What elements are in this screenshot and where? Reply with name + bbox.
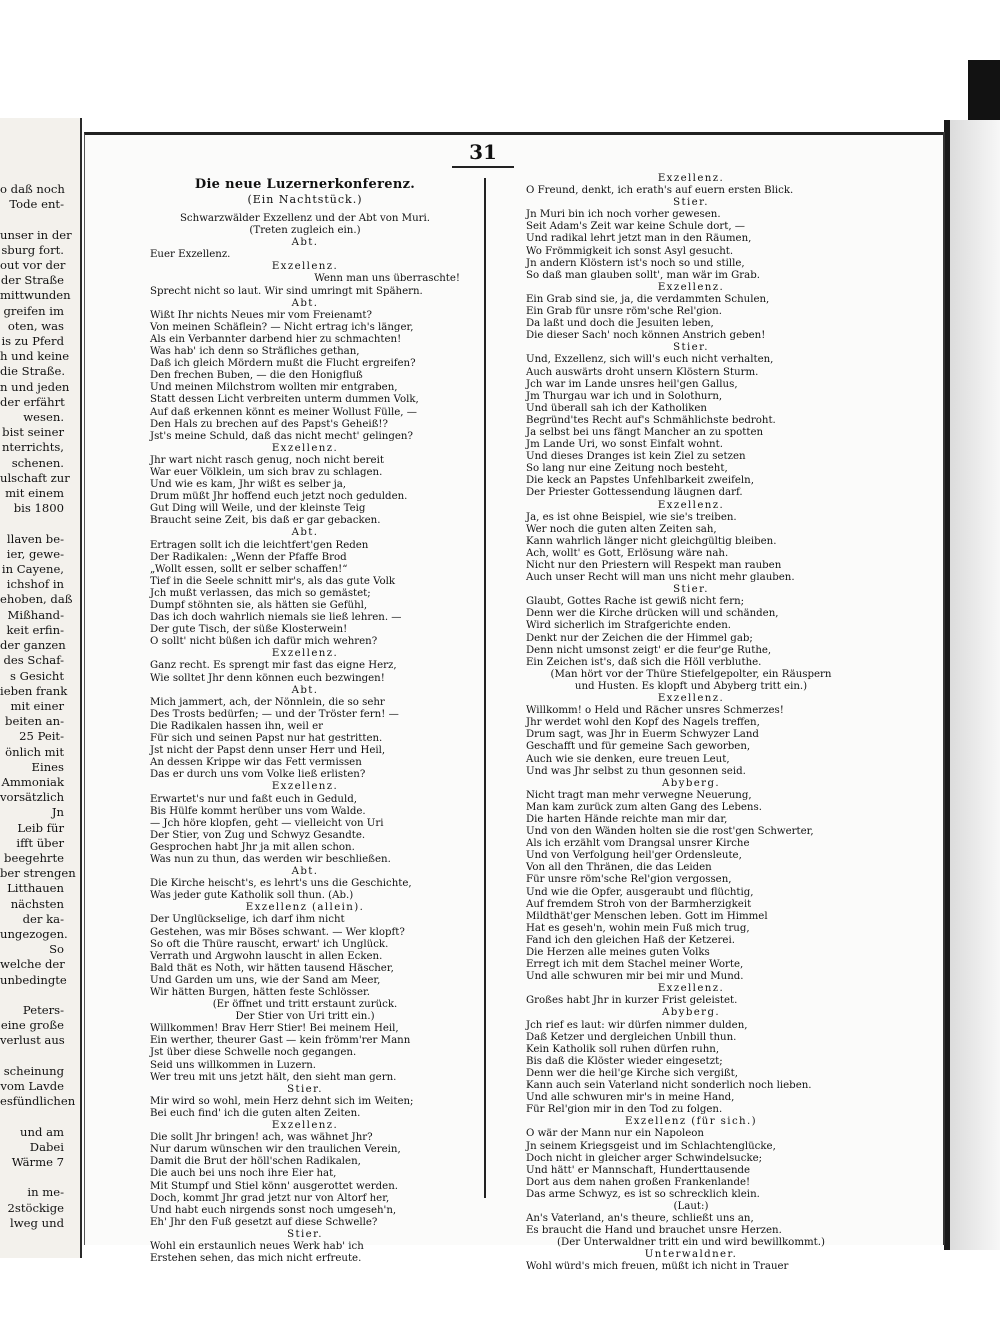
left-column xyxy=(150,173,460,1265)
verse-line: Auf fremdem Stroh von der Barmherzigkeit xyxy=(526,898,752,910)
verse-line: Wer treu mit uns jetzt hält, den sieht man gern. xyxy=(150,1071,397,1083)
verse-line: Auch auswärts droht unsern Klöstern Sturm. xyxy=(526,366,759,378)
verse-line: Die Herzen alle meines guten Volks xyxy=(526,947,710,958)
verse-line: Tief in die Seele schnitt mir's, als das gute Volk xyxy=(150,575,396,587)
margin-fragment: beegehrte xyxy=(4,850,64,865)
margin-fragment: die Straße. xyxy=(0,364,66,379)
verse-line: Was jeder gute Katholik soll thun. (Ab.) xyxy=(150,890,354,902)
verse-line: Ach, wollt' es Gott, Erlösung wäre nah. xyxy=(526,547,729,559)
verse-line: Und wie die Opfer, ausgeraubt und flüchtig, xyxy=(526,886,754,898)
verse-line: — Jch höre klopfen, geht — vielleicht von Uri xyxy=(150,817,384,829)
verse-line: Und von Verfolgung heil'ger Ordensleute, xyxy=(526,850,742,862)
verse-line: Mich jammert, ach, der Nönnlein, die so sehr xyxy=(150,696,385,708)
verse-line: Ja selbst bei uns fängt Mancher an zu spotten xyxy=(526,426,764,438)
verse-line: Und überall sah ich der Katholiken xyxy=(526,402,707,414)
margin-fragment xyxy=(0,212,64,227)
verse-line: Den frechen Buben, — die den Honigfluß xyxy=(150,370,363,382)
stage-direction: (Man hört vor der Thüre Stiefelgepolter, ein Räuspern xyxy=(550,668,832,680)
verse-line: Das er durch uns vom Volke ließ erlisten? xyxy=(150,769,366,781)
margin-fragment: out vor der xyxy=(0,258,66,273)
verse-line: Die keck an Papstes Unfehlbarkeit zweifeln, xyxy=(526,475,754,487)
margin-fragment: in Cayene, xyxy=(1,562,64,577)
margin-fragment: Jn xyxy=(51,805,64,820)
verse-line: Ein werther, theurer Gast — kein frömm'rer Mann xyxy=(150,1035,411,1047)
verse-line: Kann auch sein Vaterland nicht sonderlich noch lieben. xyxy=(526,1080,812,1092)
verse-line: Verrath und Argwohn lauscht in allen Ecken. xyxy=(150,950,383,962)
verse-line: Für Rel'gion mir in den Tod zu folgen. xyxy=(526,1104,723,1116)
margin-fragment: ber strengen xyxy=(0,866,76,881)
verse-line: Nicht nur den Priestern will Respekt man rauben xyxy=(526,560,782,571)
margin-fragment: h und keine xyxy=(0,349,70,364)
verse-line: An's Vaterland, an's theure, schließt uns an, xyxy=(526,1213,754,1225)
verse-line: Für unsre röm'sche Rel'gion vergossen, xyxy=(526,874,732,886)
scan-top-margin xyxy=(0,0,1000,58)
margin-fragment: welche der xyxy=(0,957,65,972)
verse-line: O Freund, denkt, ich erath's auf euern ersten Blick. xyxy=(526,185,794,197)
margin-fragment: beiten an- xyxy=(5,714,64,729)
margin-fragment xyxy=(0,988,64,1003)
margin-fragment xyxy=(0,1170,64,1185)
verse-line: Braucht seine Zeit, bis daß er gar gebacken. xyxy=(150,515,381,527)
margin-fragment: keit erfin- xyxy=(6,622,64,637)
right-column xyxy=(526,173,856,1274)
margin-fragment: mit einer xyxy=(10,698,64,713)
verse-line: Eh' Jhr den Fuß gesetzt auf diese Schwelle? xyxy=(150,1216,378,1228)
verse-line: Wir hätten Burgen, hätten feste Schlösser. xyxy=(150,987,370,998)
speaker-name: Stier. xyxy=(287,1083,323,1095)
verse-line: Als ein Verbannter darbend hier zu schmachten! xyxy=(150,333,402,345)
speaker-name: Exzellenz. xyxy=(657,173,725,184)
verse-line: Und alle schwuren mir bei mir und Mund. xyxy=(526,971,744,983)
margin-fragment: ieben frank xyxy=(0,683,68,698)
margin-fragment: o daß noch xyxy=(0,182,65,196)
speaker-name: Exzellenz. xyxy=(271,261,339,273)
speaker-name: Abt. xyxy=(291,866,319,878)
margin-fragment: ier, gewe- xyxy=(6,546,64,561)
verse-line: Sprecht nicht so laut. Wir sind umringt mit Spähern. xyxy=(150,285,423,297)
verse-line: Ganz recht. Es sprengt mir fast das eigne Herz, xyxy=(150,660,397,672)
verse-line: Doch, kommt Jhr grad jetzt nur von Altorf her, xyxy=(150,1192,390,1204)
verse-line: Gestehen, was mir Böses schwant. — Wer klopft? xyxy=(150,926,405,938)
verse-line: Seid uns willkommen in Luzern. xyxy=(150,1059,317,1071)
verse-line: Das arme Schwyz, es ist so schrecklich klein. xyxy=(526,1188,760,1200)
verse-line: Wo Frömmigkeit ich sonst Asyl gesucht. xyxy=(526,245,734,257)
verse-line: „Wollt essen, sollt er selber schaffen!“ xyxy=(150,563,348,575)
verse-line: Wer noch die guten alten Zeiten sah, xyxy=(526,523,717,535)
verse-line: Willkomm! o Held und Rächer unsres Schmerzes! xyxy=(526,705,784,717)
verse-line: Euer Exzellenz. xyxy=(150,249,231,261)
verse-line: Bei euch find' ich die guten alten Zeiten. xyxy=(150,1107,361,1119)
verse-line: O sollt' nicht büßen ich dafür mich wehren? xyxy=(150,636,378,648)
verse-line: Und, Exzellenz, sich will's euch nicht verhalten, xyxy=(526,354,774,366)
margin-fragment: is zu Pferd xyxy=(1,334,64,349)
margin-fragment: s Gesicht xyxy=(9,668,64,683)
article-subtitle: (Ein Nachtstück.) xyxy=(247,193,363,206)
verse-line: Und hätt' er Mannschaft, Hunderttausende xyxy=(526,1164,751,1176)
margin-fragment: Mißhand- xyxy=(7,607,64,622)
verse-line: Der Priester Gottessendung läugnen darf. xyxy=(526,487,743,499)
verse-line: So oft die Thüre rauscht, erwart' ich Unglück. xyxy=(150,938,389,950)
margin-fragment: Litthauen xyxy=(7,881,64,896)
stage-direction: Der Stier von Uri tritt ein.) xyxy=(235,1011,375,1023)
verse-line: Drum müßt Jhr hoffend euch jetzt noch gedulden. xyxy=(150,491,408,503)
speaker-name: Stier. xyxy=(287,1228,323,1240)
verse-line: An dessen Krippe wir das Fett vermissen xyxy=(150,757,362,769)
verse-line: Statt dessen Licht verbreiten unterm dummen Volk, xyxy=(150,394,419,406)
margin-fragment: verlust aus xyxy=(0,1033,65,1048)
verse-line: Die Radikalen hassen ihn, weil er xyxy=(150,720,323,732)
page-number: 31 xyxy=(469,140,497,164)
margin-fragment: Peters- xyxy=(22,1002,64,1017)
verse-line: Ja, es ist ohne Beispiel, wie sie's treiben. xyxy=(526,511,737,523)
margin-fragment: vorsätzlich xyxy=(0,790,65,805)
verse-line: Die Kirche heischt's, es lehrt's uns die Geschichte, xyxy=(150,878,412,890)
verse-line: Der Stier, von Zug und Schwyz Gesandte. xyxy=(150,829,366,841)
margin-fragment: 2stöckige xyxy=(7,1200,64,1215)
verse-line: Der Radikalen: „Wenn der Pfaffe Brod xyxy=(150,551,347,563)
verse-line: Daß Ketzer und dergleichen Unbill thun. xyxy=(526,1031,737,1043)
verse-line: Dumpf stöhnten sie, als hätten sie Gefühl, xyxy=(150,600,368,611)
verse-line: Wohl ein erstaunlich neues Werk hab' ich xyxy=(150,1240,364,1252)
verse-line: Auch wie sie denken, eure treuen Leut, xyxy=(526,753,730,765)
margin-fragment: scheinung xyxy=(3,1063,64,1078)
verse-line: Jn Muri bin ich noch vorher gewesen. xyxy=(526,209,721,221)
speaker-name: Stier. xyxy=(673,584,709,596)
verse-line: Jch mußt verlassen, das mich so gemästet; xyxy=(150,587,371,599)
margin-fragment xyxy=(0,516,64,531)
verse-line: Und Garden um uns, wie der Sand am Meer, xyxy=(150,974,381,986)
margin-fragment: greifen im xyxy=(3,303,64,318)
speaker-name: Abyberg. xyxy=(661,1007,720,1019)
margin-fragment: unser in der xyxy=(0,227,72,242)
margin-fragment: ifft über xyxy=(16,835,64,850)
verse-line: Erstehen sehen, das mich nicht erfreute. xyxy=(150,1253,362,1265)
verse-line: Man kam zurück zum alten Gang des Lebens. xyxy=(526,801,762,813)
speaker-name: Exzellenz. xyxy=(271,442,339,454)
verse-line: Erregt ich mit dem Stachel meiner Worte, xyxy=(526,959,744,971)
verse-line: Daß ich gleich Mördern mußt die Flucht ergreifen? xyxy=(150,358,416,370)
verse-line: Auch unser Recht will man uns nicht mehr glauben. xyxy=(526,572,795,584)
verse-line: Denn wer die Kirche drücken will und schänden, xyxy=(526,608,779,620)
margin-fragment: nächsten xyxy=(10,896,64,911)
verse-line: Glaubt, Gottes Rache ist gewiß nicht fern; xyxy=(526,596,745,608)
margin-fragment: eine große xyxy=(0,1018,64,1033)
verse-line: Jhr wart nicht rasch genug, noch nicht bereit xyxy=(150,454,384,466)
margin-fragment: Wärme 7 xyxy=(11,1155,64,1169)
verse-line: Jst's meine Schuld, daß das nicht mecht' gelingen? xyxy=(150,430,413,442)
margin-fragment: n und jeden xyxy=(0,379,70,394)
verse-line: Mir wird so wohl, mein Herz dehnt sich im Weiten; xyxy=(150,1095,414,1107)
verse-line: Was nun zu thun, das werden wir beschließen. xyxy=(150,853,391,865)
verse-line: Jst nicht der Papst denn unser Herr und Heil, xyxy=(150,745,386,757)
stage-direction: und Husten. Es klopft und Abyberg tritt ein.) xyxy=(574,680,808,692)
verse-line: Und wie es kam, Jhr wißt es selber ja, xyxy=(150,479,347,491)
speaker-name: Exzellenz. xyxy=(657,499,725,511)
margin-fragment: der erfährt xyxy=(0,394,65,409)
speaker-name: Exzellenz. xyxy=(271,781,339,793)
previous-page-text-fragments xyxy=(0,182,76,1231)
verse-line: Was hab' ich denn so Sträfliches gethan, xyxy=(150,346,360,358)
verse-line: So lang nur eine Zeitung noch besteht, xyxy=(526,463,728,475)
speaker-name: Exzellenz. xyxy=(657,281,725,293)
verse-line: Gesprochen habt Jhr ja mit allen schon. xyxy=(150,841,355,853)
book-spine-edge xyxy=(944,120,1000,1250)
verse-line: Doch nicht in gleicher arger Schwindelsucke; xyxy=(526,1152,763,1164)
margin-fragment: ehoben, daß xyxy=(0,592,73,607)
verse-line: Kann wahrlich länger nicht gleichgültig bleiben. xyxy=(526,535,777,547)
verse-line: Hat es geseh'n, wohin mein Fuß mich trug, xyxy=(526,922,750,934)
verse-line: Wenn man uns überraschte! xyxy=(314,273,460,285)
verse-line: Jn seinem Kriegsgeist und im Schlachtenglücke, xyxy=(526,1140,776,1152)
verse-line: Drum sagt, was Jhr in Euerm Schwyzer Land xyxy=(526,729,759,741)
stage-direction: (Laut:) xyxy=(673,1200,709,1212)
verse-line: Geschafft und für gemeine Sach geworben, xyxy=(526,741,751,753)
margin-fragment: llaven be- xyxy=(6,531,64,546)
verse-line: Jst über diese Schwelle noch gegangen. xyxy=(150,1047,357,1059)
verse-line: Die dieser Sach' noch können Anstrich geben! xyxy=(526,330,766,342)
verse-line: Bis Hülfe kommt herüber uns vom Walde. xyxy=(150,805,366,817)
margin-fragment: mit einem xyxy=(5,486,64,501)
verse-line: Wie solltet Jhr denn können euch bezwingen! xyxy=(150,672,385,684)
stage-direction: (Treten zugleich ein.) xyxy=(249,225,361,237)
margin-fragment: und am xyxy=(20,1124,64,1139)
verse-line: Bis daß die Klöster wieder eingesetzt; xyxy=(526,1055,723,1067)
margin-fragment: schenen. xyxy=(11,455,64,470)
verse-line: Seit Adam's Zeit war keine Schule dort, — xyxy=(526,221,745,233)
article-title: Die neue Luzernerkonferenz. xyxy=(194,177,416,192)
verse-line: Bald thät es Noth, wir hätten tausend Häscher, xyxy=(150,962,394,974)
verse-line: Ein Grab für unsre röm'sche Rel'gion. xyxy=(526,306,722,318)
verse-line: Wißt Ihr nichts Neues mir vom Freienamt? xyxy=(150,309,372,321)
margin-fragment: bis 1800 xyxy=(13,501,64,516)
speaker-name: Abyberg. xyxy=(661,777,720,789)
verse-line: Damit die Brut der höll'schen Radikalen, xyxy=(150,1156,361,1168)
verse-line: Jm Thurgau war ich und in Solothurn, xyxy=(526,390,723,402)
margin-fragment: Tode ent- xyxy=(9,197,64,212)
verse-line: Die auch bei uns noch ihre Eier hat, xyxy=(150,1168,337,1180)
verse-line: Ein Zeichen ist's, daß sich die Höll verbluthe. xyxy=(526,656,762,668)
margin-fragment: lweg und xyxy=(10,1215,64,1230)
speaker-name: Exzellenz. xyxy=(657,983,725,995)
verse-line: Begründ'tes Recht auf's Schmählichste bedroht. xyxy=(526,414,776,426)
verse-line: Denn nicht umsonst zeigt' er die feur'ge Ruthe, xyxy=(526,644,772,656)
margin-fragment: der ka- xyxy=(22,911,64,926)
margin-fragment: unbedingte xyxy=(0,972,67,987)
verse-line: Des Trosts bedürfen; — und der Tröster fern! — xyxy=(150,708,399,720)
stage-direction: (Der Unterwaldner tritt ein und wird bewillkommt.) xyxy=(557,1237,825,1249)
verse-line: Wird sicherlich im Strafgerichte enden. xyxy=(526,620,732,632)
verse-line: Der Unglückselige, ich darf ihm nicht xyxy=(150,914,345,926)
margin-fragment: nterrichts, xyxy=(1,440,64,455)
margin-fragment: bist seiner xyxy=(2,425,64,440)
verse-line: Jch rief es laut: wir dürfen nimmer dulden, xyxy=(526,1019,748,1031)
margin-fragment: des Schaf- xyxy=(3,653,64,668)
margin-fragment: 25 Peit- xyxy=(19,729,64,744)
verse-line: Und radikal lehrt jetzt man in den Räumen, xyxy=(526,233,752,245)
verse-line: Wohl würd's mich freuen, müßt ich nicht in Trauer xyxy=(526,1261,789,1273)
margin-fragment: esfündlichen xyxy=(0,1094,76,1109)
verse-line: Da laßt und doch die Jesuiten leben, xyxy=(526,318,714,330)
verse-line: Denkt nur der Zeichen die der Himmel gab; xyxy=(526,632,753,644)
verse-line: Das ich doch wahrlich niemals sie ließ lehren. — xyxy=(150,612,402,624)
verse-line: Jch war im Lande unsres heil'gen Gallus, xyxy=(526,378,738,390)
verse-line: Für sich und seinen Papst nur hat gestritten. xyxy=(150,733,383,745)
verse-line: Und alle schwuren mir's in meine Hand, xyxy=(526,1092,735,1104)
verse-line: Mit Stumpf und Stiel könn' ausgerottet werden. xyxy=(150,1180,398,1192)
margin-fragment: der ganzen xyxy=(0,638,66,653)
verse-line: Jn andern Klöstern ist's noch so und stille, xyxy=(526,257,745,269)
page-number-rule xyxy=(452,166,514,168)
speaker-name: Abt. xyxy=(291,237,319,249)
margin-fragment: Dabei xyxy=(29,1139,64,1154)
verse-line: Als ich erzählt vom Drangsal unsrer Kirche xyxy=(526,838,750,850)
verse-line: Ein Grab sind sie, ja, die verdammten Schulen, xyxy=(526,293,770,305)
verse-line: Und habt euch nirgends sonst noch umgeseh'n, xyxy=(150,1204,397,1216)
margin-fragment: mittwunden xyxy=(0,288,71,303)
stage-direction: Schwarzwälder Exzellenz und der Abt von Muri. xyxy=(179,213,431,224)
verse-line: Und dieses Dranges ist kein Ziel zu setzen xyxy=(526,451,746,463)
verse-line: Von meinen Schäflein? — Nicht ertrag ich's länger, xyxy=(150,321,414,333)
verse-line: Willkommen! Brav Herr Stier! Bei meinem Heil, xyxy=(150,1023,399,1035)
margin-fragment: in me- xyxy=(27,1185,64,1200)
column-divider xyxy=(484,178,486,1198)
verse-line: War euer Völklein, um sich brav zu schlagen. xyxy=(150,466,383,478)
margin-fragment: wesen. xyxy=(23,410,64,425)
verse-line: Gut Ding will Weile, und der kleinste Teig xyxy=(150,503,366,515)
margin-fragment: ichshof in xyxy=(6,577,64,592)
verse-line: Es braucht die Hand und brauchet unsre Herzen. xyxy=(526,1225,782,1237)
verse-line: Mildthät'ger Menschen leben. Gott im Himmel xyxy=(526,910,768,922)
margin-fragment: sburg fort. xyxy=(1,242,64,257)
margin-fragment xyxy=(0,1049,64,1064)
verse-line: So daß man glauben sollt', man wär im Grab. xyxy=(526,269,760,281)
verse-line: Und was Jhr selbst zu thun gesonnen seid. xyxy=(526,765,746,777)
speaker-name: Abt. xyxy=(291,684,319,696)
verse-line: Den Hals zu brechen auf des Papst's Geheiß!? xyxy=(150,418,388,430)
speaker-name: Exzellenz. xyxy=(657,693,725,705)
verse-line: Und von den Wänden holten sie die rost'gen Schwerter, xyxy=(526,826,814,838)
margin-fragment: Ammoniak xyxy=(1,774,64,789)
margin-fragment: vom Lavde xyxy=(0,1078,64,1093)
verse-line: Von all den Thränen, die das Leiden xyxy=(526,862,712,874)
margin-fragment: der Straße xyxy=(0,273,64,288)
verse-line: Denn wer die heil'ge Kirche sich vergißt, xyxy=(526,1067,738,1079)
verse-line: Ertragen sollt ich die leichtfert'gen Reden xyxy=(150,539,369,551)
verse-line: Nur darum wünschen wir den traulichen Verein, xyxy=(150,1144,401,1156)
verse-line: Der gute Tisch, der süße Klosterwein! xyxy=(150,624,348,636)
stage-direction: (Er öffnet und tritt erstaunt zurück. xyxy=(212,999,398,1011)
speaker-name: Exzellenz. xyxy=(271,1120,339,1132)
speaker-name: Exzellenz (für sich.) xyxy=(624,1116,758,1128)
verse-line: Großes habt Jhr in kurzer Frist geleistet. xyxy=(526,995,738,1007)
margin-fragment: oten, was xyxy=(7,318,64,333)
speaker-name: Stier. xyxy=(673,342,709,354)
verse-line: Dort aus dem nahen großen Frankenlande! xyxy=(526,1176,751,1188)
verse-line: Die sollt Jhr bringen! ach, was wähnet Jhr? xyxy=(150,1132,373,1144)
speaker-name: Abt. xyxy=(291,297,319,309)
margin-fragment: ungezogen. xyxy=(0,926,68,941)
margin-fragment: Eines xyxy=(31,759,64,774)
speaker-name: Exzellenz. xyxy=(271,648,339,660)
verse-line: Erwartet's nur und faßt euch in Geduld, xyxy=(150,793,357,805)
verse-line: O wär der Mann nur ein Napoleon xyxy=(526,1128,704,1140)
verse-line: Fand ich den gleichen Haß der Ketzerei. xyxy=(526,934,735,946)
margin-fragment: So xyxy=(49,942,64,957)
verse-line: Nicht tragt man mehr verwegne Neuerung, xyxy=(526,789,752,801)
margin-fragment: Leib für xyxy=(17,820,64,835)
verse-line: Jm Lande Uri, wo sonst Einfalt wohnt. xyxy=(526,439,723,451)
verse-line: Kein Katholik soll ruhen dürfen ruhn, xyxy=(526,1043,720,1055)
verse-line: Jhr werdet wohl den Kopf des Nagels treffen, xyxy=(526,717,760,729)
verse-line: Die harten Hände reichte man mir dar, xyxy=(526,813,728,825)
verse-line: Und meinen Milchstrom wollten mir entgraben, xyxy=(150,382,398,394)
speaker-name: Abt. xyxy=(291,527,319,539)
speaker-name: Stier. xyxy=(673,197,709,209)
speaker-name: Unterwaldner. xyxy=(644,1249,738,1261)
margin-fragment xyxy=(0,1109,64,1124)
margin-fragment: ulschaft zur xyxy=(0,470,70,485)
speaker-name: Exzellenz (allein). xyxy=(245,902,365,914)
verse-line: Auf daß erkennen könnt es meiner Wollust Fülle, — xyxy=(150,406,417,418)
margin-fragment: önlich mit xyxy=(5,744,64,759)
